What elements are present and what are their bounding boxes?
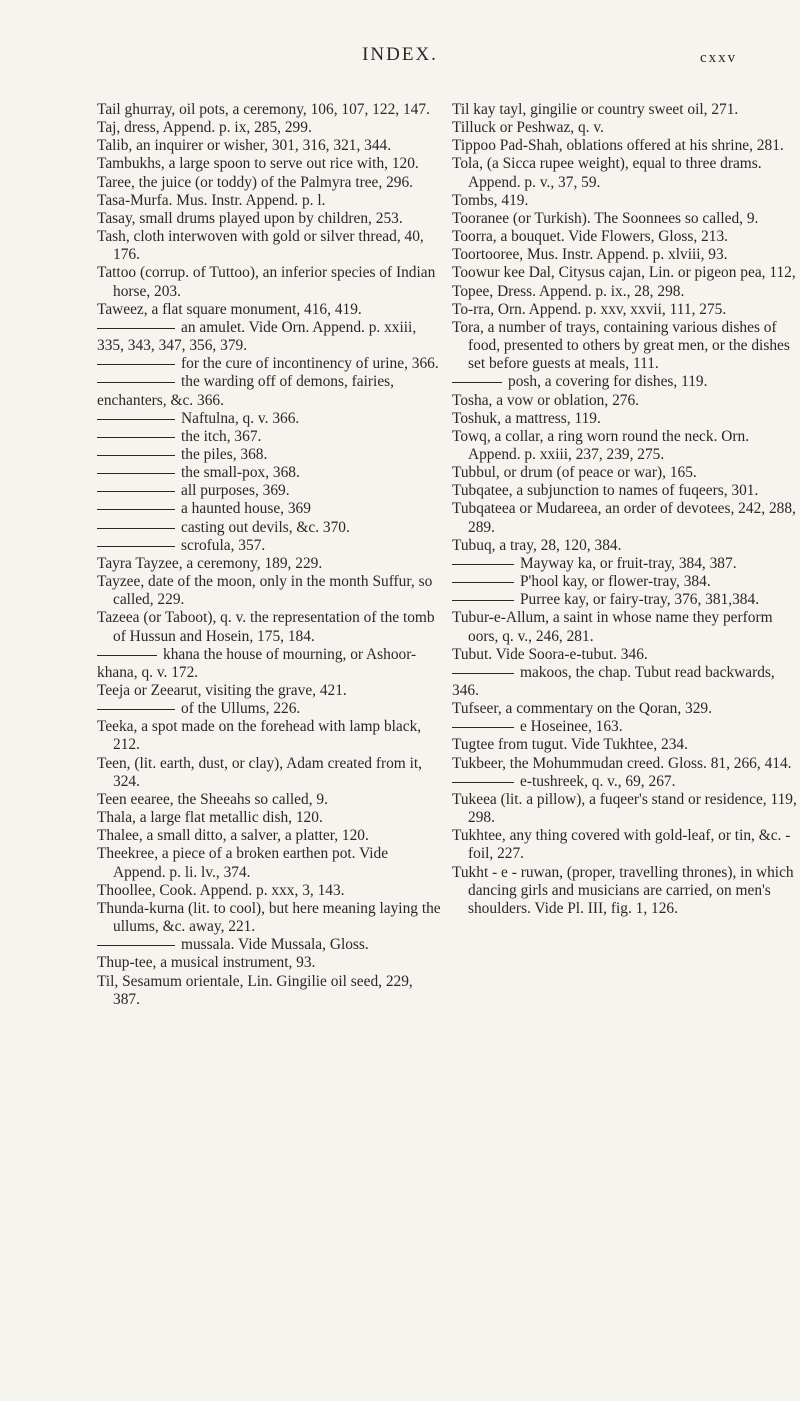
index-entry-text: e-tushreek, q. v., 69, 267. bbox=[520, 772, 676, 790]
index-entry bbox=[97, 446, 442, 464]
index-entry-text: posh, a covering for dishes, 119. bbox=[508, 373, 708, 391]
index-entry-text: Tubqatee, a subjunction to names of fuqeers, 301. bbox=[452, 482, 759, 500]
index-entry bbox=[452, 119, 798, 137]
index-entry bbox=[452, 101, 798, 119]
index-entry-text: Tayzee, date of the moon, only in the month Suffur, so called, 229. bbox=[97, 573, 433, 609]
index-entry-text: Toorra, a bouquet. Vide Flowers, Gloss, 213. bbox=[452, 228, 728, 246]
index-entry-text: Tubuq, a tray, 28, 120, 384. bbox=[452, 536, 622, 554]
index-entry-text: Toortooree, Mus. Instr. Append. p. xlviii, 93. bbox=[452, 246, 728, 264]
index-entry bbox=[452, 700, 798, 718]
index-entry-text: Tooranee (or Turkish). The Soonnees so called, 9. bbox=[452, 209, 759, 227]
index-entry bbox=[97, 537, 442, 555]
index-entry-text: Teen, (lit. earth, dust, or clay), Adam created from it, 324. bbox=[97, 754, 422, 790]
index-entry-text: Taweez, a flat square monument, 416, 419. bbox=[97, 300, 362, 318]
index-entry-text: Tubqateea or Mudareea, an order of devotees, 242, 288, 289. bbox=[452, 500, 796, 536]
index-entry-text: Tora, a number of trays, containing various dishes of food, presented to others by great men, or the dishes set before guests at meals, 111. bbox=[452, 318, 790, 373]
ditto-dash bbox=[97, 945, 175, 946]
index-entry bbox=[97, 845, 442, 881]
index-entry-text: Til kay tayl, gingilie or country sweet oil, 271. bbox=[452, 101, 739, 118]
index-entry-text: scrofula, 357. bbox=[181, 536, 266, 554]
index-entry-text: Tubbul, or drum (of peace or war), 165. bbox=[452, 464, 697, 482]
index-entry bbox=[97, 101, 442, 119]
index-entry bbox=[97, 936, 442, 954]
index-entry bbox=[452, 155, 798, 191]
ditto-dash bbox=[97, 382, 175, 383]
index-entry-text: Tugtee from tugut. Vide Tukhtee, 234. bbox=[452, 736, 688, 754]
index-entry bbox=[452, 755, 798, 773]
index-column-left bbox=[97, 101, 442, 1009]
index-entry-text: Thoollee, Cook. Append. p. xxx, 3, 143. bbox=[97, 881, 345, 899]
index-entry bbox=[97, 137, 442, 155]
index-entry-text: all purposes, 369. bbox=[181, 482, 290, 500]
index-entry-text: Tubur-e-Allum, a saint in whose name they perform oors, q. v., 246, 281. bbox=[452, 609, 773, 645]
index-entry bbox=[97, 682, 442, 700]
index-entry-text: Toshuk, a mattress, 119. bbox=[452, 409, 601, 427]
index-entry-text: the itch, 367. bbox=[181, 427, 262, 445]
index-entry-text: Tubut. Vide Soora-e-tubut. 346. bbox=[452, 645, 648, 663]
page-title: INDEX. bbox=[362, 44, 438, 65]
index-entry-text: Teeja or Zeearut, visiting the grave, 421. bbox=[97, 682, 347, 699]
index-entry-text: Tasay, small drums played upon by children, 253. bbox=[97, 209, 403, 227]
ditto-dash bbox=[452, 600, 514, 601]
index-entry-text: mussala. Vide Mussala, Gloss. bbox=[181, 936, 369, 954]
index-entry bbox=[452, 428, 798, 464]
index-entry-text: Tazeea (or Taboot), q. v. the representation of the tomb of Hussun and Hosein, 175, 184. bbox=[97, 609, 435, 645]
index-entry-text: Til, Sesamum orientale, Lin. Gingilie oil seed, 229, 387. bbox=[97, 972, 413, 1008]
index-entry bbox=[97, 410, 442, 428]
index-entry-text: To-rra, Orn. Append. p. xxv, xxvii, 111, 275. bbox=[452, 300, 727, 318]
index-entry bbox=[452, 555, 798, 573]
index-entry-text: Thala, a large flat metallic dish, 120. bbox=[97, 809, 323, 827]
index-entry-text: Purree kay, or fairy-tray, 376, 381,384. bbox=[520, 591, 760, 609]
index-entry-text: Tola, (a Sicca rupee weight), equal to three drams. Append. p. v., 37, 59. bbox=[452, 155, 762, 191]
index-entry bbox=[97, 228, 442, 264]
index-entry-text: P'hool kay, or flower-tray, 384. bbox=[520, 573, 711, 591]
index-entry bbox=[452, 736, 798, 754]
index-entry bbox=[452, 192, 798, 210]
index-entry bbox=[97, 355, 442, 373]
index-entry-text: Tail ghurray, oil pots, a ceremony, 106, 107, 122, 147. bbox=[97, 101, 430, 118]
index-entry-text: Tosha, a vow or oblation, 276. bbox=[452, 391, 640, 409]
index-entry bbox=[452, 718, 798, 736]
index-entry bbox=[452, 210, 798, 228]
index-entry-text: Topee, Dress. Append. p. ix., 28, 298. bbox=[452, 282, 685, 300]
index-entry bbox=[97, 827, 442, 845]
index-entry bbox=[452, 864, 798, 918]
index-entry bbox=[97, 900, 442, 936]
index-column-right bbox=[452, 101, 798, 918]
ditto-dash bbox=[97, 455, 175, 456]
index-entry-text: makoos, the chap. Tubut read backwards, 346. bbox=[452, 663, 775, 699]
ditto-dash bbox=[97, 655, 157, 656]
index-entry-text: Tombs, 419. bbox=[452, 191, 529, 209]
index-entry bbox=[452, 228, 798, 246]
ditto-dash bbox=[97, 546, 175, 547]
index-entry bbox=[97, 573, 442, 609]
index-entry bbox=[97, 954, 442, 972]
index-entry bbox=[452, 246, 798, 264]
index-entry-text: an amulet. Vide Orn. Append. p. xxiii, 335, 343, 347, 356, 379. bbox=[97, 318, 417, 355]
index-entry-text: Tukbeer, the Mohummudan creed. Gloss. 81, 266, 414. bbox=[452, 754, 792, 772]
ditto-dash bbox=[97, 419, 175, 420]
index-entry bbox=[97, 555, 442, 573]
index-entry-text: Tasa-Murfa. Mus. Instr. Append. p. l. bbox=[97, 191, 326, 209]
index-entry bbox=[452, 573, 798, 591]
ditto-dash bbox=[97, 473, 175, 474]
page-number: cxxv bbox=[700, 50, 738, 66]
index-entry bbox=[97, 609, 442, 645]
index-entry bbox=[97, 319, 442, 355]
index-entry-text: Tukeea (lit. a pillow), a fuqeer's stand or residence, 119, 298. bbox=[452, 790, 797, 827]
index-entry bbox=[97, 301, 442, 319]
index-entry bbox=[452, 482, 798, 500]
index-entry bbox=[452, 537, 798, 555]
index-entry-text: Tattoo (corrup. of Tuttoo), an inferior species of Indian horse, 203. bbox=[97, 264, 436, 300]
index-entry bbox=[452, 791, 798, 827]
index-entry bbox=[97, 210, 442, 228]
index-entry bbox=[452, 500, 798, 536]
index-entry-text: Tash, cloth interwoven with gold or silver thread, 40, 176. bbox=[97, 228, 424, 264]
index-entry bbox=[452, 646, 798, 664]
index-entry-text: Thup-tee, a musical instrument, 93. bbox=[97, 954, 316, 972]
index-entry-text: Tukhtee, any thing covered with gold-leaf, or tin, &c. -foil, 227. bbox=[452, 827, 791, 863]
index-entry bbox=[452, 410, 798, 428]
ditto-dash bbox=[97, 491, 175, 492]
index-entry bbox=[452, 392, 798, 410]
index-entry-text: Tilluck or Peshwaz, q. v. bbox=[452, 119, 604, 137]
index-entry-text: khana the house of mourning, or Ashoor-khana, q. v. 172. bbox=[97, 645, 417, 681]
index-entry-text: Thunda-kurna (lit. to cool), but here meaning laying the ullums, &c. away, 221. bbox=[97, 899, 441, 936]
ditto-dash bbox=[97, 528, 175, 529]
index-entry bbox=[452, 373, 798, 391]
index-entry-text: Toowur kee Dal, Citysus cajan, Lin. or pigeon pea, 112, bbox=[452, 264, 796, 282]
index-entry-text: Taj, dress, Append. p. ix, 285, 299. bbox=[97, 119, 312, 137]
index-entry bbox=[452, 264, 798, 282]
index-entry bbox=[97, 155, 442, 173]
index-entry-text: Theekree, a piece of a broken earthen pot. Vide Append. p. li. lv., 374. bbox=[97, 845, 389, 881]
index-entry-text: a haunted house, 369 bbox=[181, 500, 311, 518]
index-entry-text: Tambukhs, a large spoon to serve out rice with, 120. bbox=[97, 155, 419, 173]
index-entry-text: Tufseer, a commentary on the Qoran, 329. bbox=[452, 700, 712, 718]
index-entry-text: the piles, 368. bbox=[181, 445, 268, 463]
index-entry bbox=[452, 609, 798, 645]
index-entry bbox=[452, 591, 798, 609]
index-entry-text: Tayra Tayzee, a ceremony, 189, 229. bbox=[97, 554, 323, 572]
index-entry-text: the warding off of demons, fairies, enchanters, &c. 366. bbox=[97, 373, 394, 409]
index-entry-text: of the Ullums, 226. bbox=[181, 700, 301, 718]
index-entry bbox=[452, 301, 798, 319]
index-entry bbox=[452, 283, 798, 301]
index-entry bbox=[452, 773, 798, 791]
ditto-dash bbox=[452, 673, 514, 674]
index-entry bbox=[452, 664, 798, 700]
index-entry bbox=[97, 464, 442, 482]
ditto-dash bbox=[97, 509, 175, 510]
index-entry bbox=[97, 428, 442, 446]
index-entry-text: Towq, a collar, a ring worn round the neck. Orn. Append. p. xxiii, 237, 239, 275. bbox=[452, 427, 750, 463]
index-entry bbox=[97, 718, 442, 754]
ditto-dash bbox=[97, 709, 175, 710]
index-entry-text: Talib, an inquirer or wisher, 301, 316, 321, 344. bbox=[97, 137, 392, 155]
index-entry-text: e Hoseinee, 163. bbox=[520, 718, 623, 736]
index-entry bbox=[97, 373, 442, 409]
index-entry bbox=[97, 882, 442, 900]
index-entry bbox=[452, 827, 798, 863]
index-entry-text: Tukht - e - ruwan, (proper, travelling thrones), in which dancing girls and musicians are carried, on men's shoulders. Vide Pl. III, fig. 1, 126. bbox=[452, 863, 794, 917]
index-entry bbox=[452, 319, 798, 373]
index-entry-text: Teen eearee, the Sheeahs so called, 9. bbox=[97, 790, 328, 808]
index-entry-text: for the cure of incontinency of urine, 366. bbox=[181, 355, 439, 373]
index-entry bbox=[97, 264, 442, 300]
ditto-dash bbox=[452, 782, 514, 783]
index-entry-text: the small-pox, 368. bbox=[181, 464, 300, 482]
index-entry bbox=[97, 119, 442, 137]
index-entry-text: Taree, the juice (or toddy) of the Palmyra tree, 296. bbox=[97, 173, 414, 191]
index-entry-text: Tippoo Pad-Shah, oblations offered at his shrine, 281. bbox=[452, 137, 784, 155]
index-entry bbox=[452, 464, 798, 482]
index-entry-text: Naftulna, q. v. 366. bbox=[181, 409, 300, 427]
index-entry bbox=[97, 755, 442, 791]
index-entry bbox=[97, 500, 442, 518]
index-entry-text: Thalee, a small ditto, a salver, a platter, 120. bbox=[97, 827, 369, 845]
index-entry bbox=[97, 174, 442, 192]
ditto-dash bbox=[97, 437, 175, 438]
ditto-dash bbox=[97, 328, 175, 329]
index-entry-text: Teeka, a spot made on the forehead with lamp black, 212. bbox=[97, 718, 422, 754]
ditto-dash bbox=[452, 564, 514, 565]
index-entry bbox=[97, 791, 442, 809]
index-entry bbox=[452, 137, 798, 155]
index-entry bbox=[97, 809, 442, 827]
ditto-dash bbox=[452, 382, 502, 383]
ditto-dash bbox=[452, 727, 514, 728]
index-entry bbox=[97, 700, 442, 718]
index-entry bbox=[97, 192, 442, 210]
index-entry bbox=[97, 973, 442, 1009]
index-entry bbox=[97, 646, 442, 682]
index-entry bbox=[97, 482, 442, 500]
ditto-dash bbox=[97, 364, 175, 365]
index-entry-text: Mayway ka, or fruit-tray, 384, 387. bbox=[520, 554, 737, 572]
ditto-dash bbox=[452, 582, 514, 583]
index-entry-text: casting out devils, &c. 370. bbox=[181, 518, 350, 536]
index-entry bbox=[97, 519, 442, 537]
